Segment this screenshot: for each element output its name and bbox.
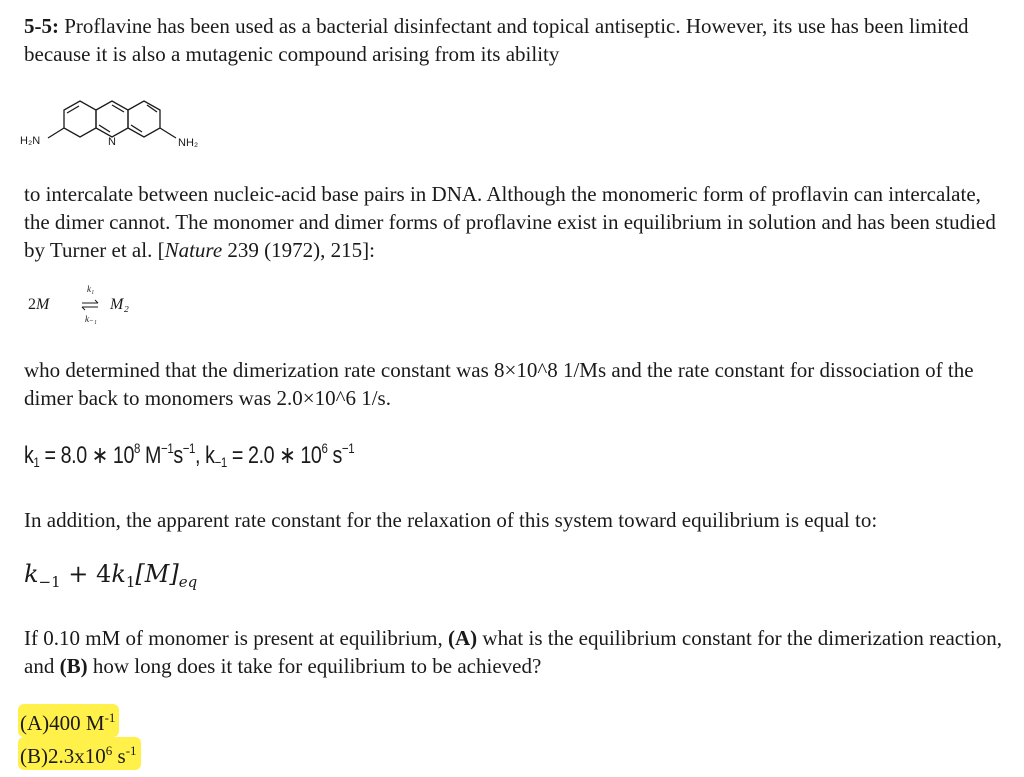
intro-text: Proflavine has been used as a bacterial disinfectant and topical antiseptic. However, its use has been limited because it is also a mutagenic compound arising from its ability xyxy=(24,14,969,66)
answer-a: (A)400 $M^{-1}$ xyxy=(18,704,119,737)
highlighted-answers xyxy=(18,704,218,770)
amine-right-label: NH₂ xyxy=(178,137,199,149)
problem-number: 5-5: xyxy=(24,14,59,38)
equilibrium-arrows-icon xyxy=(78,296,104,314)
relaxation-equation: $k_{-1} + 4k_1[M]_{eq}$ xyxy=(24,560,198,591)
journal-name: Nature xyxy=(164,238,223,262)
relaxation-paragraph: In addition, the apparent rate constant for the relaxation of this system toward equilibrium is equal to: xyxy=(24,508,878,532)
ring-nitrogen-label: N xyxy=(108,136,116,148)
dimerization-reaction: 2M k₁ k₋₁ M₂ xyxy=(28,284,129,324)
answer-b: $(B)2.3x10^6$ $s^{-1}$ xyxy=(18,737,141,770)
problem-intro xyxy=(24,12,1009,68)
forward-rate-label: k₁ xyxy=(87,284,95,294)
reverse-rate-label: k₋₁ xyxy=(85,314,97,324)
intercalation-paragraph: to intercalate between nucleic-acid base pairs in DNA. Although the monomeric form of proflavin can intercalate, the dimer cannot. The monomer and dimer forms of proflavine exist in equilibrium in solution and has been studied by Turner et al. [Nature 239 (1972), 215]: xyxy=(24,182,996,262)
rate-constants-equation: $k_1 = 8.0$ ∗ $10^8$ $M^{-1}s^{-1}$, $k_{-1} = 2.0$ ∗ $10^6$ $s^{-1}$ xyxy=(24,440,355,470)
proflavine-structure xyxy=(20,92,220,156)
question-paragraph: If 0.10 mM of monomer is present at equilibrium, (A) what is the equilibrium constant for the dimerization reaction, and (B) how long does it take for equilibrium to be achieved? xyxy=(24,626,1003,678)
rate-constants-paragraph: who determined that the dimerization rate constant was 8×10^8 1/Ms and the rate constant for dissociation of the dimer back to monomers was 2.0×10^6 1/s. xyxy=(24,358,974,410)
amine-left-label: H₂N xyxy=(20,135,41,147)
dimer-product: M₂ xyxy=(110,296,129,313)
